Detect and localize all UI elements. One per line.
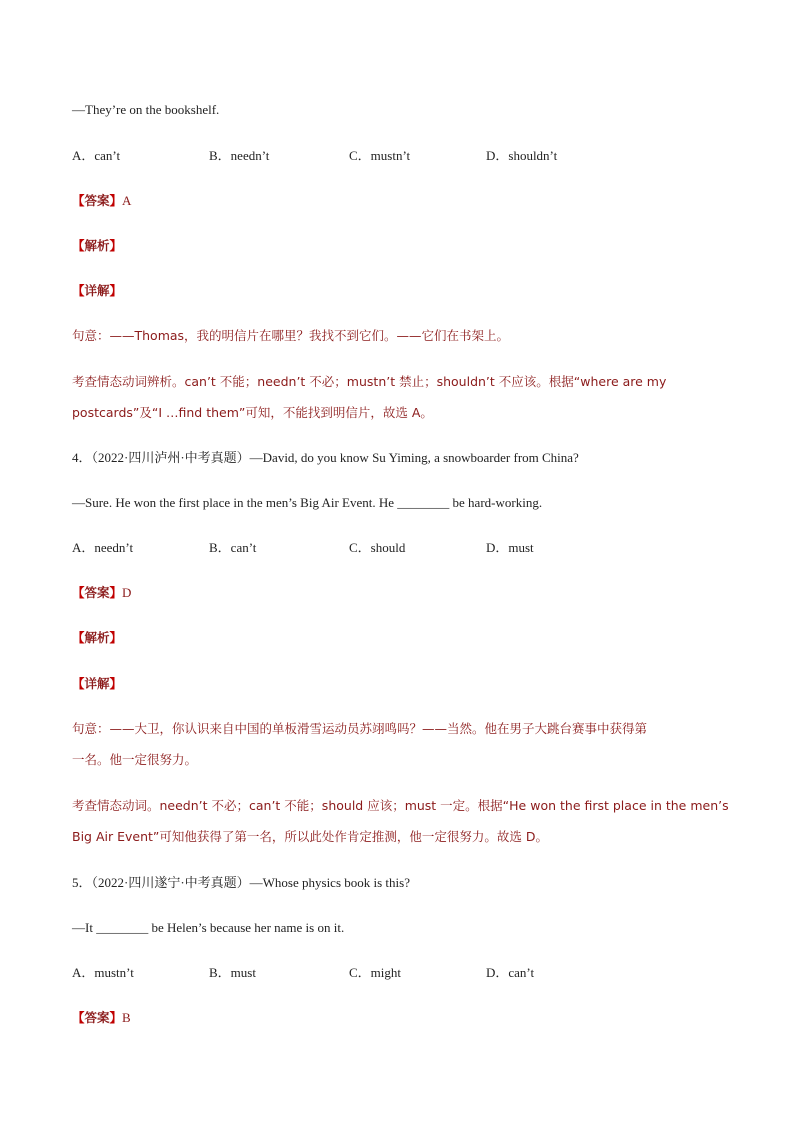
q5-answer-value: B (122, 1010, 131, 1025)
q5-option-c: C．might (349, 965, 402, 980)
q3-option-b: B．needn’t (209, 148, 270, 163)
q4-option-b: B．can’t (209, 540, 257, 555)
q3-answer: 【答案】A (72, 193, 132, 208)
q5-answer: 【答案】B (72, 1010, 131, 1025)
q3-answer-value: A (122, 193, 132, 208)
q3-explanation-line-2: postcards”及“I …find them”可知，不能找到明信片，故选 A。 (72, 405, 433, 420)
q5-option-d: D．can’t (486, 965, 535, 980)
q4-answer-value: D (122, 585, 132, 600)
q5-option-b: B．must (209, 965, 256, 980)
q4-answer: 【答案】D (72, 585, 132, 600)
q4-analysis-heading: 【解析】 (72, 630, 123, 645)
q5-dialog-reply: —It ________ be Helen’s because her name is on it. (72, 920, 345, 935)
q5-stem: 5．（2022·四川遂宁·中考真题）—Whose physics book is this? (72, 875, 410, 890)
q4-option-d: D．must (486, 540, 534, 555)
q4-explanation-line-2: Big Air Event”可知他获得了第一名，所以此处作肯定推测，他一定很努力。故选 D。 (72, 829, 548, 844)
q4-explanation-line-1: 考查情态动词。needn’t 不必；can’t 不能；should 应该；must 一定。根据“He won the first place in the men’s (72, 798, 729, 813)
q4-detail-label: 详解 (84, 676, 110, 691)
q3-dialog-reply: —They’re on the bookshelf. (72, 102, 220, 117)
q5-options (72, 964, 692, 982)
q3-answer-label: 答案 (84, 193, 110, 208)
q4-option-c: C．should (349, 540, 406, 555)
q4-stem: 4．（2022·四川泸州·中考真题）—David, do you know Su Yiming, a snowboarder from China? (72, 450, 579, 465)
q3-detail-heading: 【详解】 (72, 283, 123, 298)
q4-dialog-reply: —Sure. He won the first place in the men’s Big Air Event. He ________ be hard-working. (72, 495, 543, 510)
q4-analysis-label: 解析 (84, 630, 110, 645)
q3-meaning: 句意：——Thomas，我的明信片在哪里？我找不到它们。——它们在书架上。 (72, 328, 510, 343)
q3-option-c: C．mustn’t (349, 148, 411, 163)
q3-option-d: D．shouldn’t (486, 148, 558, 163)
q3-options (72, 147, 692, 165)
q4-options (72, 539, 692, 557)
q4-answer-label: 答案 (84, 585, 110, 600)
q3-detail-label: 详解 (84, 283, 110, 298)
q4-meaning-line-1: 句意：——大卫，你认识来自中国的单板滑雪运动员苏翊鸣吗？——当然。他在男子大跳台赛事中获得第 (72, 721, 648, 736)
q4-option-a: A．needn’t (72, 540, 134, 555)
q5-option-a: A．mustn’t (72, 965, 134, 980)
q3-option-a: A．can’t (72, 148, 121, 163)
q3-analysis-heading: 【解析】 (72, 238, 123, 253)
q4-detail-heading: 【详解】 (72, 676, 123, 691)
q5-answer-label: 答案 (84, 1010, 110, 1025)
q4-meaning-line-2: 一名。他一定很努力。 (72, 752, 198, 767)
q3-analysis-label: 解析 (84, 238, 110, 253)
q3-explanation-line-1: 考查情态动词辨析。can’t 不能；needn’t 不必；mustn’t 禁止；shouldn’t 不应该。根据“where are my (72, 374, 667, 389)
